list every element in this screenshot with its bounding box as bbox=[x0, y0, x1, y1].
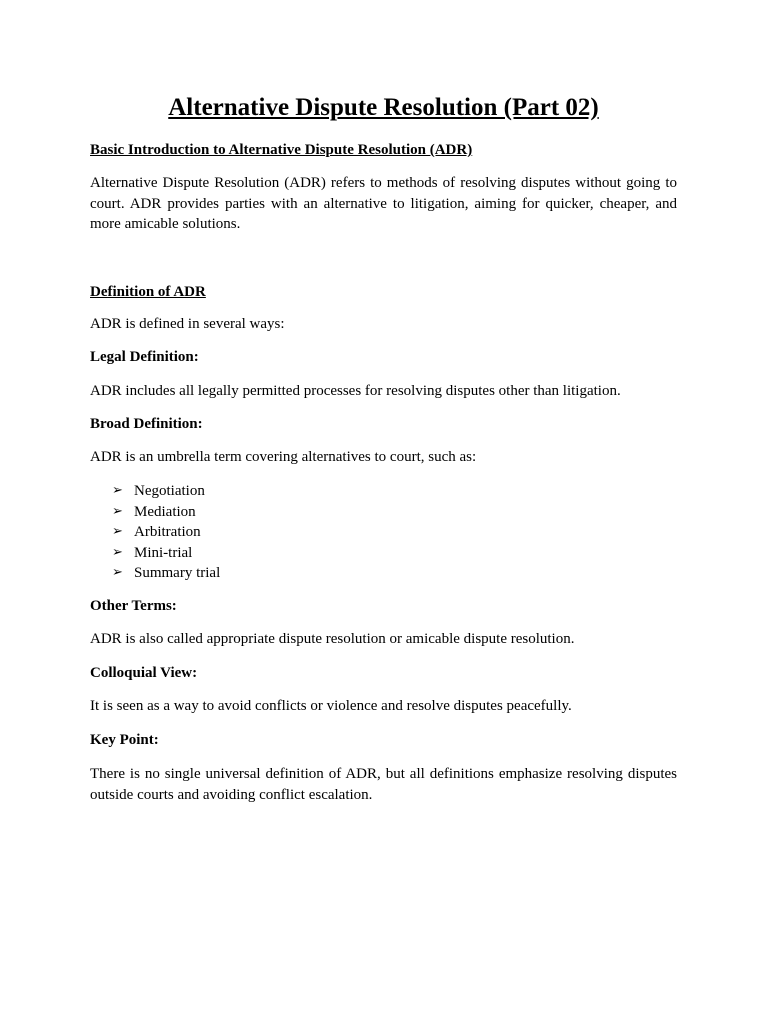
list-item: ➢ Mini-trial bbox=[112, 543, 220, 564]
other-terms-heading: Other Terms: bbox=[90, 598, 177, 614]
legal-definition-text: ADR includes all legally permitted processes for resolving disputes other than litigation. bbox=[90, 383, 621, 399]
arrowhead-bullet-icon: ➢ bbox=[112, 565, 123, 581]
legal-definition-heading: Legal Definition: bbox=[90, 349, 199, 365]
other-terms-text: ADR is also called appropriate dispute resolution or amicable dispute resolution. bbox=[90, 631, 575, 647]
list-item: ➢ Arbitration bbox=[112, 522, 220, 543]
colloquial-view-text: It is seen as a way to avoid conflicts or violence and resolve disputes peacefully. bbox=[90, 698, 572, 714]
arrowhead-bullet-icon: ➢ bbox=[112, 544, 123, 560]
arrowhead-bullet-icon: ➢ bbox=[112, 503, 123, 519]
colloquial-view-heading: Colloquial View: bbox=[90, 665, 198, 681]
document-title: Alternative Dispute Resolution (Part 02) bbox=[168, 94, 599, 121]
broad-definition-heading: Broad Definition: bbox=[90, 416, 203, 432]
adr-methods-list bbox=[112, 481, 220, 584]
arrowhead-bullet-icon: ➢ bbox=[112, 483, 123, 498]
key-point-heading: Key Point: bbox=[90, 732, 159, 748]
intro-paragraph: Alternative Dispute Resolution (ADR) refers to methods of resolving disputes without going to court. ADR provides parties with an alternative to litigation, aiming for quicker, cheaper, and more amicable solutions. bbox=[90, 175, 677, 233]
intro-heading: Basic Introduction to Alternative Dispute Resolution (ADR) bbox=[90, 142, 473, 158]
list-item: ➢ Mediation bbox=[112, 502, 220, 523]
broad-definition-text: ADR is an umbrella term covering alternatives to court, such as: bbox=[90, 449, 477, 465]
list-item: ➢ Negotiation bbox=[112, 481, 220, 502]
key-point-text: There is no single universal definition of ADR, but all definitions emphasize resolving disputes outside courts and avoiding conflict escalation. bbox=[90, 766, 677, 803]
definition-intro: ADR is defined in several ways: bbox=[90, 316, 285, 332]
definition-heading: Definition of ADR bbox=[90, 284, 206, 300]
arrowhead-bullet-icon: ➢ bbox=[112, 524, 123, 540]
list-item: ➢ Summary trial bbox=[112, 563, 220, 584]
